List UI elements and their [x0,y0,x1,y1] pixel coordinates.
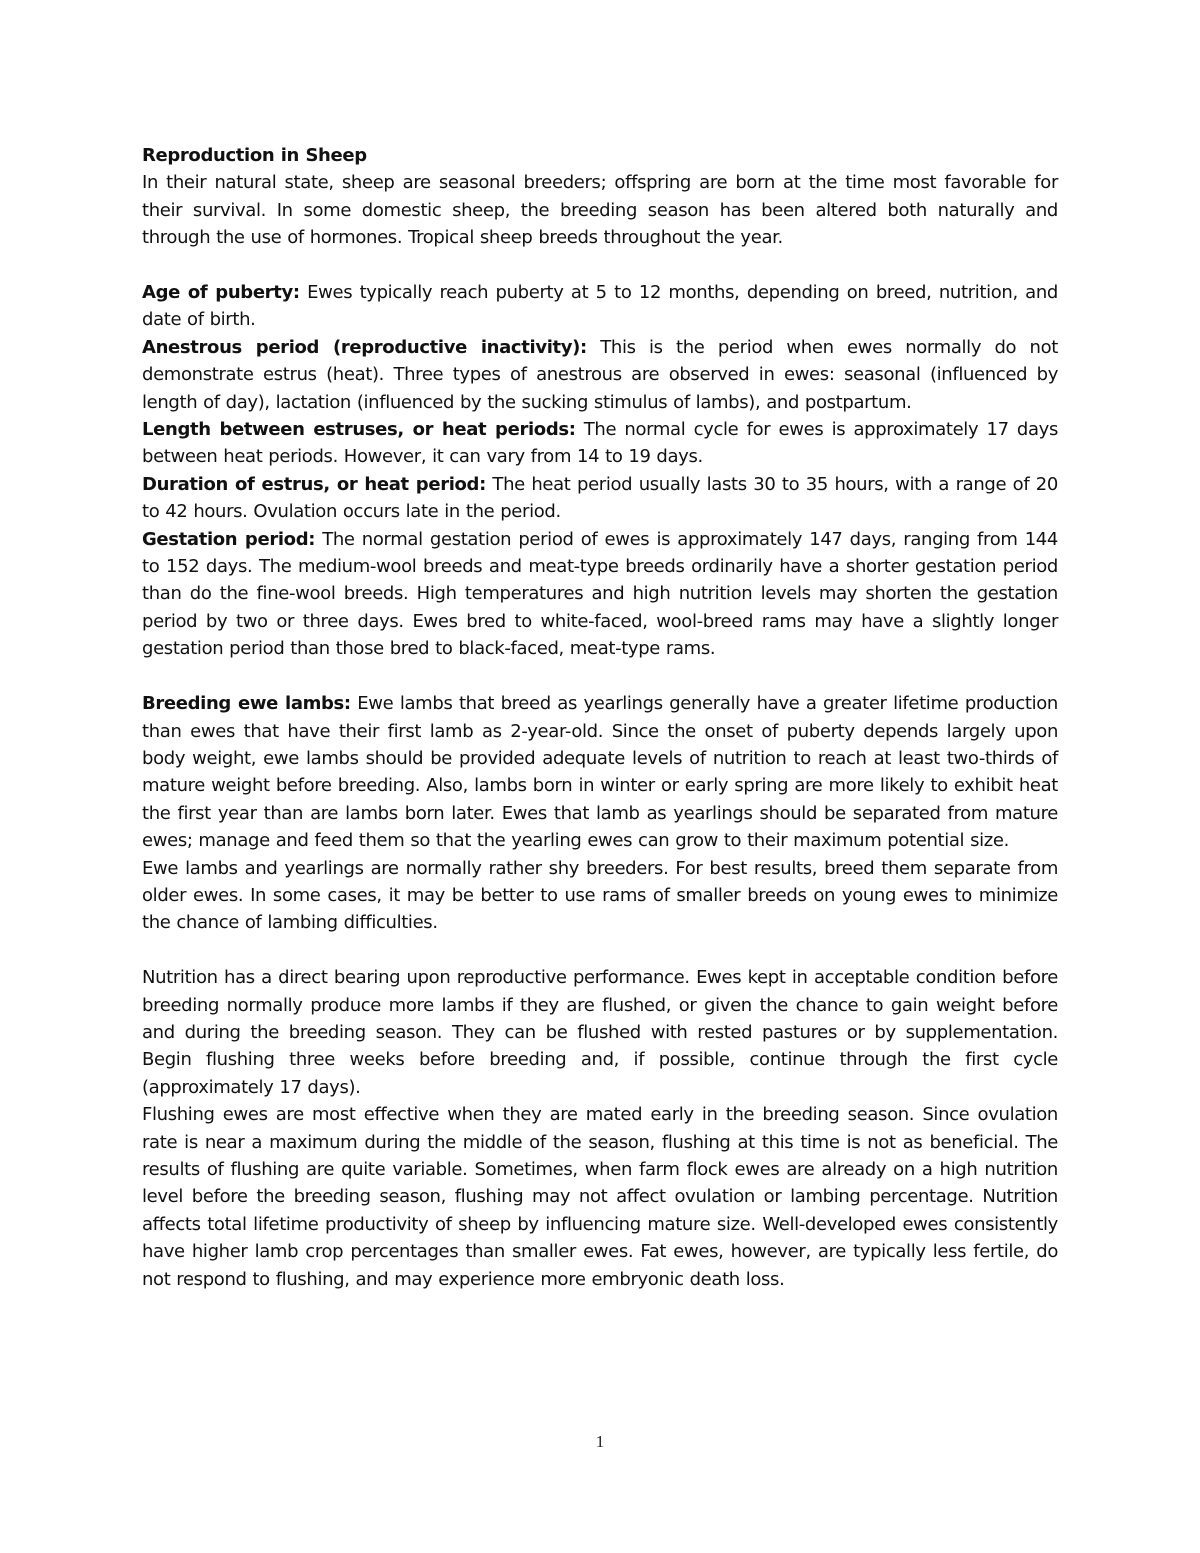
definition-text: Ewes typically reach puberty at 5 to 12 months, depending on breed, nutrition, and date of birth. [142,282,1058,331]
definition-duration-of-estrus [142,471,1058,526]
definition-length-between-estruses [142,416,1058,471]
flushing-paragraph: Flushing ewes are most effective when they are mated early in the breeding season. Since ovulation rate is near a maximum during the middle of the season, flushing at this time is not as beneficial. The results of flushing are quite variable. Sometimes, when farm flock ewes are already on a high nutrition level before the breeding season, flushing may not affect ovulation or lambing percentage. Nutrition affects total lifetime productivity of sheep by influencing mature size. Well-developed ewes consistently have higher lamb crop percentages than smaller ewes. Fat ewes, however, are typically less fertile, do not respond to flushing, and may experience more embryonic death loss. [142,1104,1058,1290]
definition-term: Duration of estrus, or heat period: [142,473,486,495]
paragraph-spacer [142,663,1058,690]
definition-text: The normal cycle for ewes is approximately 17 days between heat periods. However, it can vary from 14 to 19 days. [142,419,1058,468]
document-title: Reproduction in Sheep [142,145,367,166]
page-number: 1 [595,1432,605,1451]
definition-term: Age of puberty: [142,282,300,304]
definition-term: Anestrous period (reproductive inactivity): [142,336,587,358]
definition-anestrous-period [142,334,1058,416]
document-body [142,142,1058,1293]
definition-age-of-puberty [142,279,1058,334]
definition-text: The normal gestation period of ewes is approximately 147 days, ranging from 144 to 152 days. The medium-wool breeds and meat-type breeds ordinarily have a shorter gestation period than do the fine-wool breeds. High temperatures and high nutrition levels may shorten the gestation period by two or three days. Ewes bred to white-faced, wool-breed rams may have a slightly longer gestation period than those bred to black-faced, meat-type rams. [142,528,1058,660]
definition-term: Gestation period: [142,528,316,550]
paragraph-spacer [142,252,1058,279]
definition-gestation-period [142,526,1058,663]
definition-term: Length between estruses, or heat periods: [142,419,576,441]
definition-text: Ewe lambs that breed as yearlings generally have a greater lifetime production than ewes that have their first lamb as 2-year-old. Since the onset of puberty depends largely upon body weight, ewe lambs should be provided adequate levels of nutrition to reach at least two-thirds of mature weight before breeding. Also, lambs born in winter or early spring are more likely to exhibit heat the first year than are lambs born later. Ewes that lamb as yearlings should be separated from mature ewes; manage and feed them so that the yearling ewes can grow to their maximum potential size. [142,693,1058,852]
definition-term: Breeding ewe lambs: [142,693,351,715]
paragraph-spacer [142,937,1058,964]
definition-text: The heat period usually lasts 30 to 35 hours, with a range of 20 to 42 hours. Ovulation occurs late in the period. [142,473,1058,523]
nutrition-paragraph: Nutrition has a direct bearing upon reproductive performance. Ewes kept in acceptable condition before breeding normally produce more lambs if they are flushed, or given the chance to gain weight before and during the breeding season. They can be flushed with rested pastures or by supplementation. Begin flushing three weeks before breeding and, if possible, continue through the first cycle (approximately 17 days). [142,967,1058,1098]
definition-text: This is the period when ewes normally do not demonstrate estrus (heat). Three types of anestrous are observed in ewes: seasonal (influenced by length of day), lactation (influenced by the sucking stimulus of lambs), and postpartum. [142,336,1058,413]
breeding-ewe-lambs-paragraph [142,690,1058,854]
intro-paragraph: In their natural state, sheep are seasonal breeders; offspring are born at the time most favorable for their survival. In some domestic sheep, the breeding season has been altered both naturally and through the use of hormones. Tropical sheep breeds throughout the year. [142,172,1058,249]
breeding-followup-paragraph: Ewe lambs and yearlings are normally rather shy breeders. For best results, breed them separate from older ewes. In some cases, it may be better to use rams of smaller breeds on young ewes to minimize the chance of lambing difficulties. [142,857,1058,934]
